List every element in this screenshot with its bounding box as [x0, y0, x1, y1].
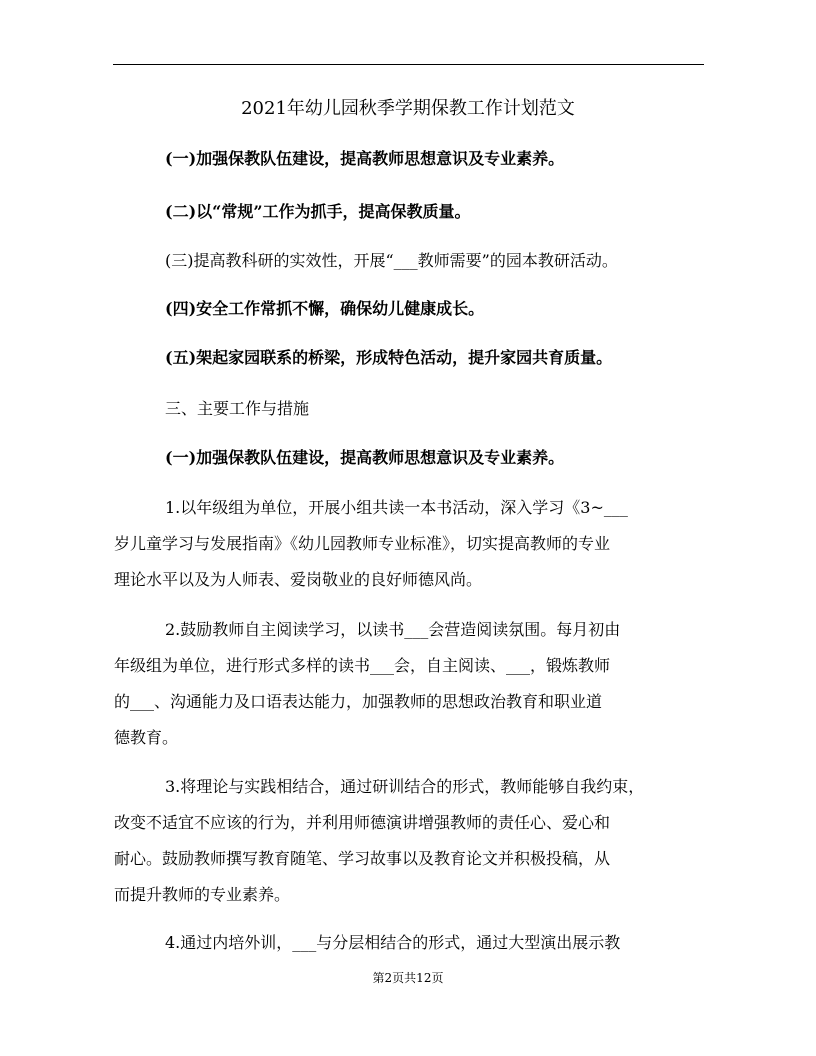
paragraph-line: 2.鼓励教师自主阅读学习，以读书___会营造阅读氛围。每月初由: [165, 620, 621, 639]
paragraph-line: 年级组为单位，进行形式多样的读书___会，自主阅读、___，锻炼教师: [114, 656, 611, 675]
paragraph-line: 1.以年级组为单位，开展小组共读一本书活动，深入学习《3~___: [165, 498, 628, 517]
header-rule: [113, 64, 704, 65]
subsection-heading: (一)加强保教队伍建设，提高教师思想意识及专业素养。: [165, 448, 565, 467]
paragraph-item-2: [114, 612, 621, 756]
paragraph-line: 岁儿童学习与发展指南》《幼儿园教师专业标准》，切实提高教师的专业: [114, 534, 611, 553]
goal-4: (四)安全工作常抓不懈，确保幼儿健康成长。: [165, 299, 485, 318]
paragraph-line: 而提升教师的专业素养。: [114, 885, 291, 904]
goal-3: (三)提高教科研的实效性，开展“___教师需要”的园本教研活动。: [165, 251, 618, 270]
section-heading: 三、主要工作与措施: [165, 399, 310, 418]
document-title: 2021年幼儿园秋季学期保教工作计划范文: [241, 98, 575, 119]
goal-5: (五)架起家园联系的桥梁，形成特色活动，提升家园共育质量。: [165, 348, 613, 367]
paragraph-item-4: [165, 925, 620, 961]
paragraph-line: 理论水平以及为人师表、爱岗敬业的良好师德风尚。: [114, 570, 483, 589]
paragraph-item-1: [114, 490, 628, 598]
page-footer: 第2页共12页: [372, 971, 444, 985]
paragraph-line: 改变不适宜不应该的行为，并利用师德演讲增强教师的责任心、爱心和: [114, 813, 611, 832]
paragraph-line: 德教育。: [114, 728, 179, 747]
paragraph-line: 3.将理论与实践相结合，通过研训结合的形式，教师能够自我约束，: [165, 777, 645, 796]
paragraph-item-3: [114, 769, 645, 913]
paragraph-line: 的___、沟通能力及口语表达能力，加强教师的思想政治教育和职业道: [114, 692, 603, 711]
paragraph-line: 耐心。鼓励教师撰写教育随笔、学习故事以及教育论文并积极投稿，从: [114, 849, 611, 868]
goal-2: (二)以“常规”工作为抓手，提高保教质量。: [165, 202, 471, 221]
paragraph-line: 4.通过内培外训，___与分层相结合的形式，通过大型演出展示教: [165, 933, 621, 952]
goal-1: (一)加强保教队伍建设，提高教师思想意识及专业素养。: [165, 149, 565, 168]
